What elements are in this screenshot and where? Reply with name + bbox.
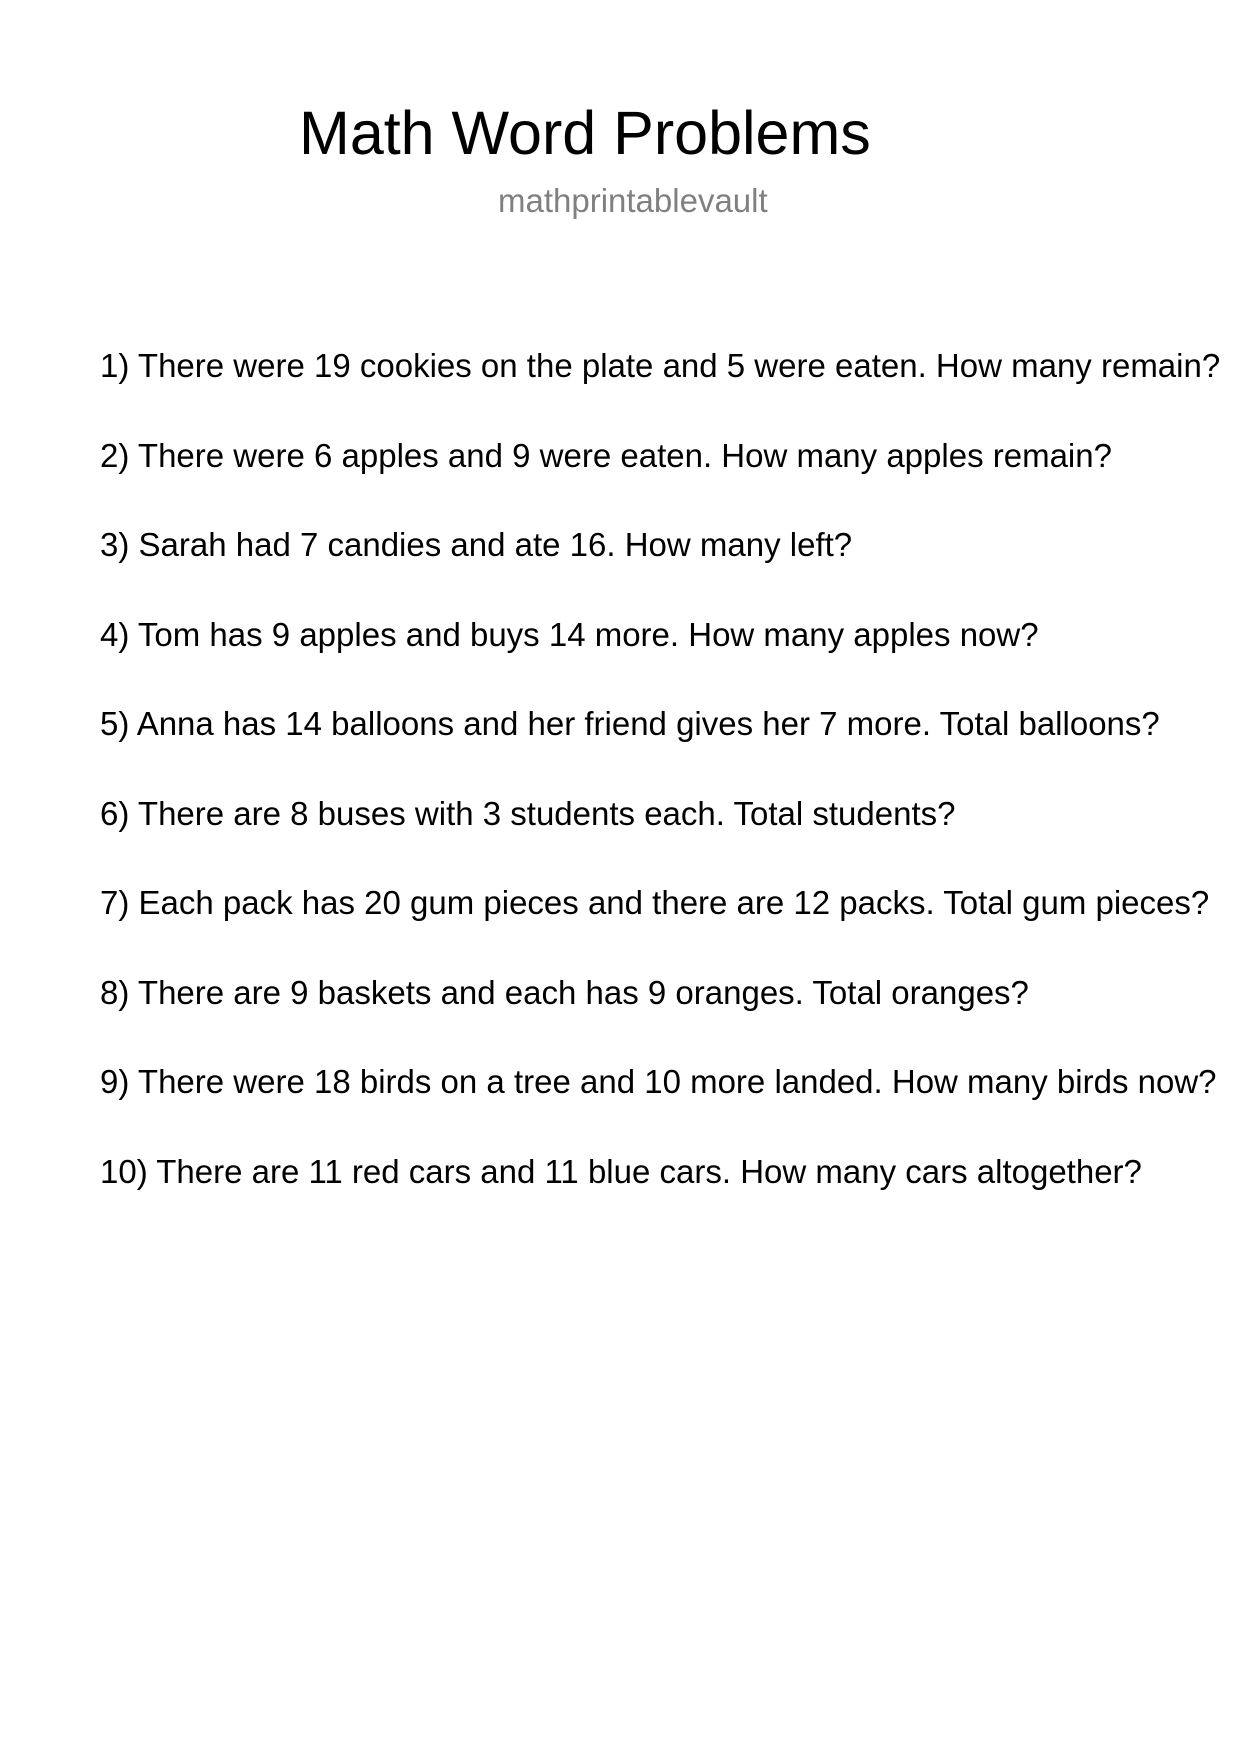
problem-list: [100, 346, 1240, 1241]
problem-item-4: 4) Tom has 9 apples and buys 14 more. How many apples now?: [100, 615, 1039, 653]
page-subtitle: mathprintablevault: [498, 182, 768, 219]
problem-item-5: 5) Anna has 14 balloons and her friend gives her 7 more. Total balloons?: [100, 705, 1160, 742]
page-title: Math Word Problems: [299, 99, 871, 167]
problem-item-2: 2) There were 6 apples and 9 were eaten. How many apples remain?: [100, 436, 1112, 474]
problem-item-9: 9) There were 18 birds on a tree and 10 more landed. How many birds now?: [100, 1063, 1217, 1100]
problem-item-8: 8) There are 9 baskets and each has 9 oranges. Total oranges?: [100, 973, 1029, 1011]
problem-item-7: 7) Each pack has 20 gum pieces and there are 12 packs. Total gum pieces?: [100, 884, 1210, 921]
problem-item-6: 6) There are 8 buses with 3 students each. Total students?: [100, 794, 956, 832]
problem-item-3: 3) Sarah had 7 candies and ate 16. How many left?: [100, 526, 853, 563]
problem-item-10: 10) There are 11 red cars and 11 blue cars. How many cars altogether?: [100, 1152, 1142, 1190]
problem-item-1: 1) There were 19 cookies on the plate and 5 were eaten. How many remain?: [100, 347, 1221, 384]
